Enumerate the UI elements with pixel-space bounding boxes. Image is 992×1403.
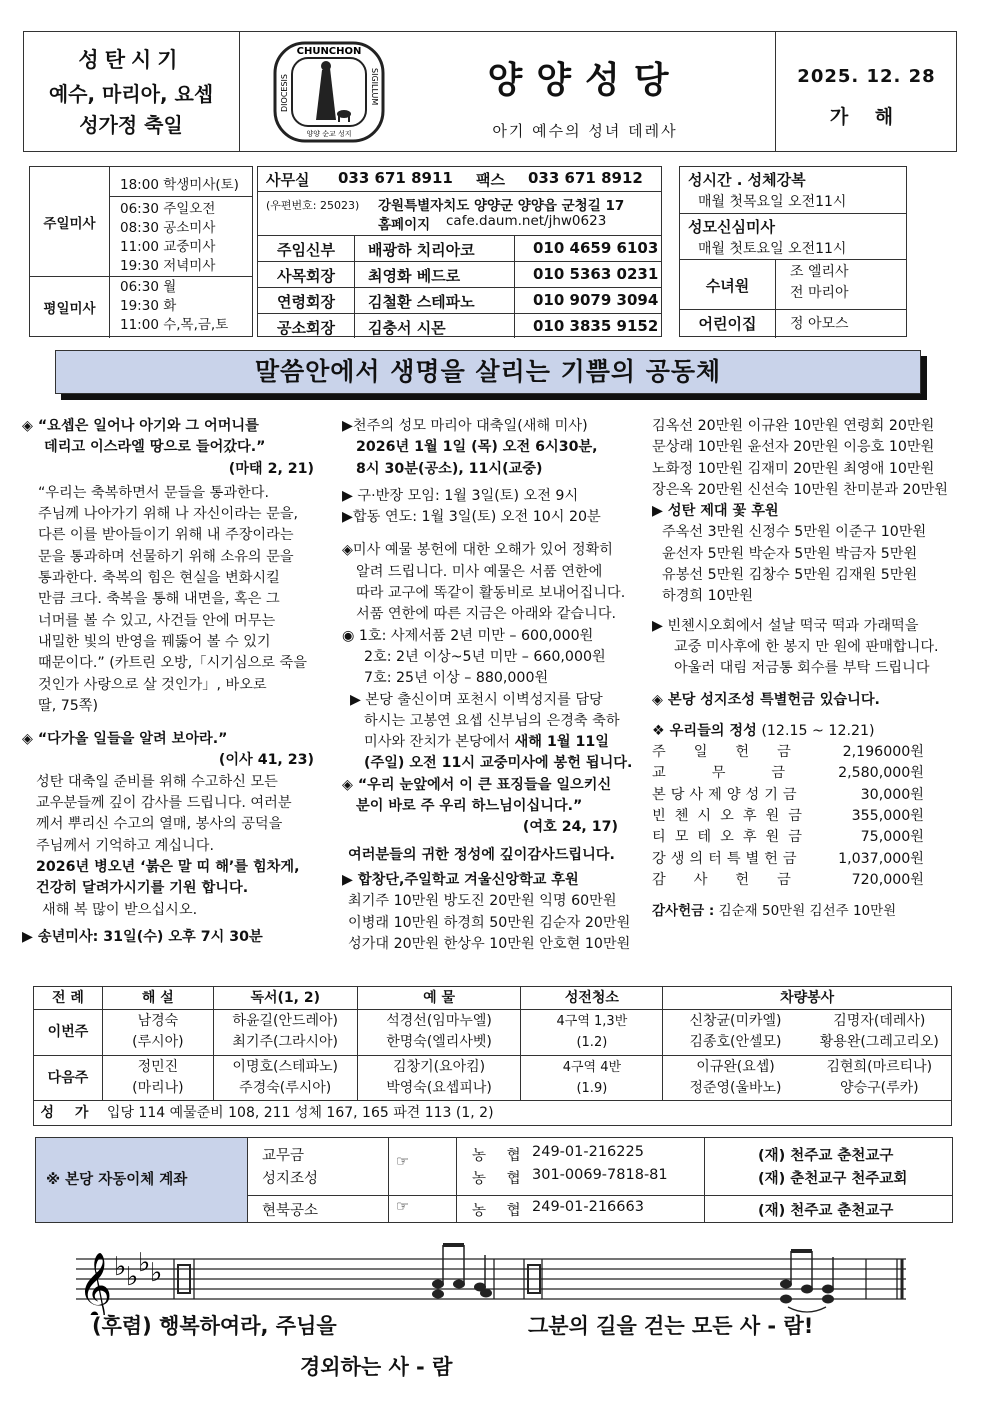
- roster-next-week: 다음주 정민진 (마리나) 이명호(스테파노) 주경숙(루시아) 김창기(요아킴) 박영숙(요셉피나) 4구역 4반 (1.9) 이규완(요셉) 정준영(울바노) 김현희(마르티나) 양승구(루카): [34, 1056, 952, 1101]
- homepage-link[interactable]: cafe.daum.net/jhw0623: [446, 213, 607, 229]
- contact-row-council: 사목회장 최영화 베드로 010 5363 0231: [277, 265, 659, 285]
- mass-schedule: [29, 166, 253, 337]
- seal-bottom-text: 양양 순교 성지: [306, 130, 352, 138]
- office-label: 사무실: [266, 171, 310, 189]
- sunday-times: 06:30 주일오전 08:30 공소미사 11:00 교중미사 19:30 저녁미사: [120, 201, 216, 274]
- header-divider-2: [775, 31, 776, 152]
- seal-top-text: CHUNCHON: [296, 46, 362, 57]
- contact-row-funeral: 연령회장 김철환 스테파노 010 9079 3094: [277, 291, 659, 311]
- flower-donors: 주옥선 3만원 신정수 5만원 이준구 10만원 윤선자 5만원 박순자 5만원 박금자 5만원 유봉선 5만원 김창수 5만원 김재원 5만원 하경희 10만원: [662, 524, 927, 605]
- music-notation: [76, 1235, 910, 1315]
- year-end-mass: 송년미사: 31일(수) 오후 7시 30분: [37, 928, 263, 945]
- offering-row: 교무금 2,580,000원: [652, 765, 924, 782]
- parish-name: 양양성당: [487, 60, 683, 101]
- arrow-bullet-icon: ▶: [342, 509, 353, 526]
- roster-hymns: 성 가 입당 114 예물준비 108, 211 성체 167, 165 파견 113 (1, 2): [34, 1101, 952, 1126]
- kids-label: 어린이집: [698, 315, 757, 333]
- psalm-lyric-1b: 그분의 길을 걷는 모든 사 - 람!: [528, 1314, 814, 1338]
- holy-hour-when: 매월 첫목요일 오전11시: [698, 194, 847, 210]
- office-phone: 033 671 8911: [338, 169, 453, 187]
- diamond-bullet-icon: ◈: [22, 418, 38, 434]
- roster-header: 전 례 해 설 독서(1, 2) 예 물 성전청소 차량봉사: [34, 987, 952, 1010]
- reflection-paragraph: “우리는 축복하면서 문들을 통과한다. 주님께 나아가기 위해 나 자신이라는 문을, 다른 이를 받아들이기 위해 내 주장이라는 문을 통과하며 선물하기 위해 소유의 문을 통과한다. 축복의 힘은 현실을 변화시킬 만큼 크다. 축복을 통해 내면을, 혹은 그 너머를 볼 수 있고, 사건들 안에 머무는 내밀한 빛의 반영을 꿰뚫어 볼 수 있기 때문이다.” (카트린 오방,「시기심으로 죽을 것인가 사랑으로 살 것인가」, 바오로 딸, 75쪽): [38, 484, 307, 714]
- student-mass: 18:00 학생미사(토): [120, 177, 239, 193]
- nuns-label: 수녀원: [705, 277, 750, 295]
- offering-list: [652, 742, 924, 891]
- arrow-bullet-icon: ▶: [342, 487, 358, 504]
- contact-row-mission: 공소회장 김충서 시몬 010 3835 9152: [277, 317, 659, 337]
- offering-row: 감사헌금 720,000원: [652, 871, 924, 888]
- circle-bullet-icon: ◉: [342, 627, 359, 644]
- pointer-icon: ☞: [396, 1154, 409, 1170]
- contact-row-pastor: 주임신부 배광하 치리아코 010 4659 6103: [277, 239, 659, 259]
- psalm-lyric-1a: (후렴) 행복하여라, 주님을: [92, 1314, 337, 1338]
- arrow-bullet-icon: ▶: [342, 871, 358, 888]
- arrow-bullet-icon: ▶: [350, 691, 366, 708]
- fax-label: 팩스: [476, 171, 505, 189]
- thanks-line: 여러분들의 귀한 정성에 깊이감사드립니다.: [348, 846, 615, 863]
- season-block: [23, 44, 239, 138]
- pointer-icon: ☞: [396, 1199, 409, 1215]
- diamond-bullet-icon: ◈: [22, 731, 38, 748]
- postal-code: (우편번호: 25023): [266, 199, 360, 212]
- psalm-lyric-2: 경외하는 사 - 람: [300, 1355, 453, 1379]
- parish-patron: 아기 예수의 성녀 데레사: [492, 122, 678, 140]
- treble-clef-icon: 𝄞: [78, 1251, 113, 1315]
- auto-transfer-accounts: ※ 본당 자동이체 계좌 교무금 ☞ 농 협 249-01-216225 (재) 천주교 춘천교구 성지조성 농 협 301-0069-7818-81 (재) 춘천교구 천주교회 현북공소 ☞ 농 협 249-01-216663 (재) 천주교 춘천교구: [35, 1137, 953, 1223]
- seal-emblem: [272, 40, 386, 144]
- offering-row: 빈첸시오후원금 355,000원: [652, 808, 924, 825]
- motto-text: 말씀안에서 생명을 살리는 기쁨의 공동체: [254, 357, 722, 386]
- weekday-mass-label: 평일미사: [43, 301, 96, 317]
- diamond-bullet-icon: ◈: [342, 542, 353, 559]
- service-roster: [33, 986, 952, 1126]
- homepage-label: 홈페이지: [378, 217, 431, 233]
- offering-row: 강생의터특별헌금 1,037,000원: [652, 850, 924, 867]
- seal-right-text: SIGILLUM: [370, 68, 379, 106]
- seal-left-text: DIOCESIS: [280, 74, 289, 112]
- thanks-paragraph: 성탄 대축일 준비를 위해 수고하신 모든 교우분들께 깊이 감사를 드립니다. 여러분 께서 뿌리신 수고의 열매, 봉사의 공덕을 주님께서 기억하고 계십니다. 2026년 병오년 ‘붉은 말 띠 해’를 힘차게, 건강히 달려가시기를 기원 합니다. 새해 복 많이 받으십시오.: [36, 773, 300, 918]
- heart-mass-title: 성모신심미사: [688, 218, 775, 236]
- feast-line-2: 성가정 축일: [79, 113, 183, 137]
- arrow-bullet-icon: ▶: [22, 928, 38, 945]
- column-1: ◈ “요셉은 일어나 아기와 그 어머니를 데리고 이스라엘 땅으로 들어갔다.” (마태 2, 21) “우리는 축복하면서 문들을 통과한다. 주님께 나아가기 위해 나 자신이라는 문을, 다른 이를 받아들이기 위해 내 주장이라는 문을 통과하며 선물하기 위해 소유의 문을 통과한다. 축복의 힘은 현실을 변화시킬 만큼 크다. 축복을 통해 내면을, 혹은 그 너머를 볼 수 있고, 사건들 안에 머무는 내밀한 빛의 반영을 꿰뚫어 볼 수 있기 때문이다.” (카트린 오방,「시기심으로 죽을 것인가 사랑으로 살 것인가」, 바오로 딸, 75쪽) ◈ “다가올 일들을 알려 보아라.” (이사 41, 23) 성탄 대축일 준비를 위해 수고하신 모든 교우분들께 깊이 감사를 드립니다. 여러분 께서 뿌리신 수고의 열매, 봉사의 공덕을 주님께서 기억하고 계십니다. 2026년 병오년 ‘붉은 말 띠 해’를 힘차게, 건강히 달려가시기를 기원 합니다. 새해 복 많이 받으십시오. ▶ 송년미사: 31일(수) 오후 7시 30분: [22, 416, 340, 948]
- heart-mass-when: 매월 첫토요일 오전11시: [698, 241, 847, 257]
- flat-sign-icon: ♭: [138, 1248, 151, 1278]
- season-name: 성탄시기: [78, 48, 184, 72]
- header-divider-1: [239, 31, 240, 152]
- choir-donors: 최기주 10만원 방도진 20만원 익명 60만원 이병래 10만원 하경희 50만원 김순자 20만원 성가대 20만원 한상우 10만원 안호현 10만원: [348, 893, 631, 952]
- flat-sign-icon: ♭: [114, 1252, 127, 1282]
- offering-row: 티모테오후원금 75,000원: [652, 829, 924, 846]
- psalm-staff: [76, 1235, 910, 1315]
- fax-number: 033 671 8912: [528, 169, 643, 187]
- column-2: ▶천주의 성모 마리아 대축일(새해 미사) 2026년 1월 1일 (목) 오전 6시30분, 8시 30분(공소), 11시(교중) ▶ 구·반장 모임: 1월 3일(토) 오전 9시 ▶합동 연도: 1월 3일(토) 오전 10시 20분 ◈미사 예물 봉헌에 대한 오해가 있어 정확히 알려 드립니다. 미사 예물은 서품 연한에 따라 교구에 똑같이 활동비로 보내어집니다. 서품 연한에 따른 지금은 아래와 같습니다. ◉ 1호: 사제서품 2년 미만 – 600,000원 2호: 2년 이상~5년 미만 – 660,000원 7호: 25년 이상 – 880,000원 ▶ 본당 출신이며 포천시 이벽성지를 담당 하시는 고봉연 요셉 신부님의 은경축 축하 미사와 잔치가 본당에서 새해 1월 11일 (주일) 오전 11시 교중미사에 봉헌 됩니다. ◈ “우리 눈앞에서 이 큰 표징들을 일으키신 분이 바로 주 우리 하느님이십니다.” (여호 24, 17) 여러분들의 귀한 정성에 깊이감사드립니다. ▶ 합창단,주일학교 겨울신앙학교 후원 최기주 10만원 방도진 20만원 익명 60만원 이병래 10만원 하경희 50만원 김순자 20만원 성가대 20만원 한상우 10만원 안호현 10만원: [342, 416, 648, 955]
- accounts-title: ※ 본당 자동이체 계좌: [46, 1172, 188, 1188]
- devotion-info: [679, 166, 907, 337]
- diamond-bullet-icon: ◈: [652, 691, 668, 708]
- nuns-list: 조 엘리사 전 마리아: [790, 264, 849, 301]
- offering-row: 주일헌금 2,196000원: [652, 744, 924, 761]
- contact-table: [257, 166, 662, 337]
- diocese-seal: [272, 40, 386, 144]
- holy-hour-title: 성시간 . 성체강복: [688, 171, 806, 189]
- column-3: 김옥선 20만원 이규완 10만원 연령회 20만원 문상래 10만원 윤선자 20만원 이응호 10만원 노화정 10만원 김재미 20만원 최영애 10만원 장은옥 20만원 신선숙 10만원 찬미분과 20만원 ▶ 성탄 제대 꽃 후원 주옥선 3만원 신정수 5만원 이준구 10만원 윤선자 5만원 박순자 5만원 박금자 5만원 유봉선 5만원 김창수 5만원 김재원 5만원 하경희 10만원 ▶ 빈첸시오회에서 설날 떡국 떡과 가래떡을 교중 미사후에 한 봉지 만 원에 판매합니다. 아울러 대림 저금통 회수를 부탁 드립니다 ◈ 본당 성지조성 특별헌금 있습니다. ❖ 우리들의 정성 (12.15 ~ 12.21) 주일헌금 2,196000원 교무금 2,580,000원 본당사제양성기금 30,000원 빈첸시오후원금 355,000원 티모테오후원금 75,000원 강생의터특별헌금 1,037,000원 감사헌금 720,000원 감사헌금 : 김순재 50만원 김선주 10만원: [652, 416, 970, 923]
- feast-line-1: 예수, 마리아, 요셉: [48, 82, 214, 106]
- arrow-bullet-icon: ▶: [342, 418, 353, 434]
- kids-name: 정 아모스: [790, 316, 849, 332]
- flat-sign-icon: ♭: [126, 1262, 139, 1292]
- issue-date: 2025. 12. 28: [797, 66, 936, 87]
- liturgical-year: 가 해: [829, 106, 904, 128]
- accounts-title-cell: [36, 1138, 248, 1222]
- roster-this-week: 이번주 남경숙 (루시아) 하윤길(안드레아) 최기주(그라시아) 석경선(임마누엘) 한명숙(엘리사벳) 4구역 1,3반 (1.2) 신창균(미카엘) 김종호(안셀모) 김명자(데레사) 황용완(그레고리오): [34, 1010, 952, 1056]
- sunday-mass-label: 주일미사: [43, 216, 96, 232]
- flat-sign-icon: ♭: [150, 1258, 163, 1288]
- diamond-bullet-icon: ◈: [342, 776, 358, 793]
- motto-banner: [55, 350, 921, 394]
- arrow-bullet-icon: ▶: [652, 617, 668, 634]
- arrow-bullet-icon: ▶: [652, 503, 668, 520]
- offering-row: 본당사제양성기금 30,000원: [652, 786, 924, 803]
- weekday-times: 06:30 월 19:30 화 11:00 수,목,금,토: [120, 279, 229, 333]
- flower-bullet-icon: ❖: [652, 722, 670, 739]
- address: 강원특별자치도 양양군 양양읍 군청길 17: [378, 198, 625, 214]
